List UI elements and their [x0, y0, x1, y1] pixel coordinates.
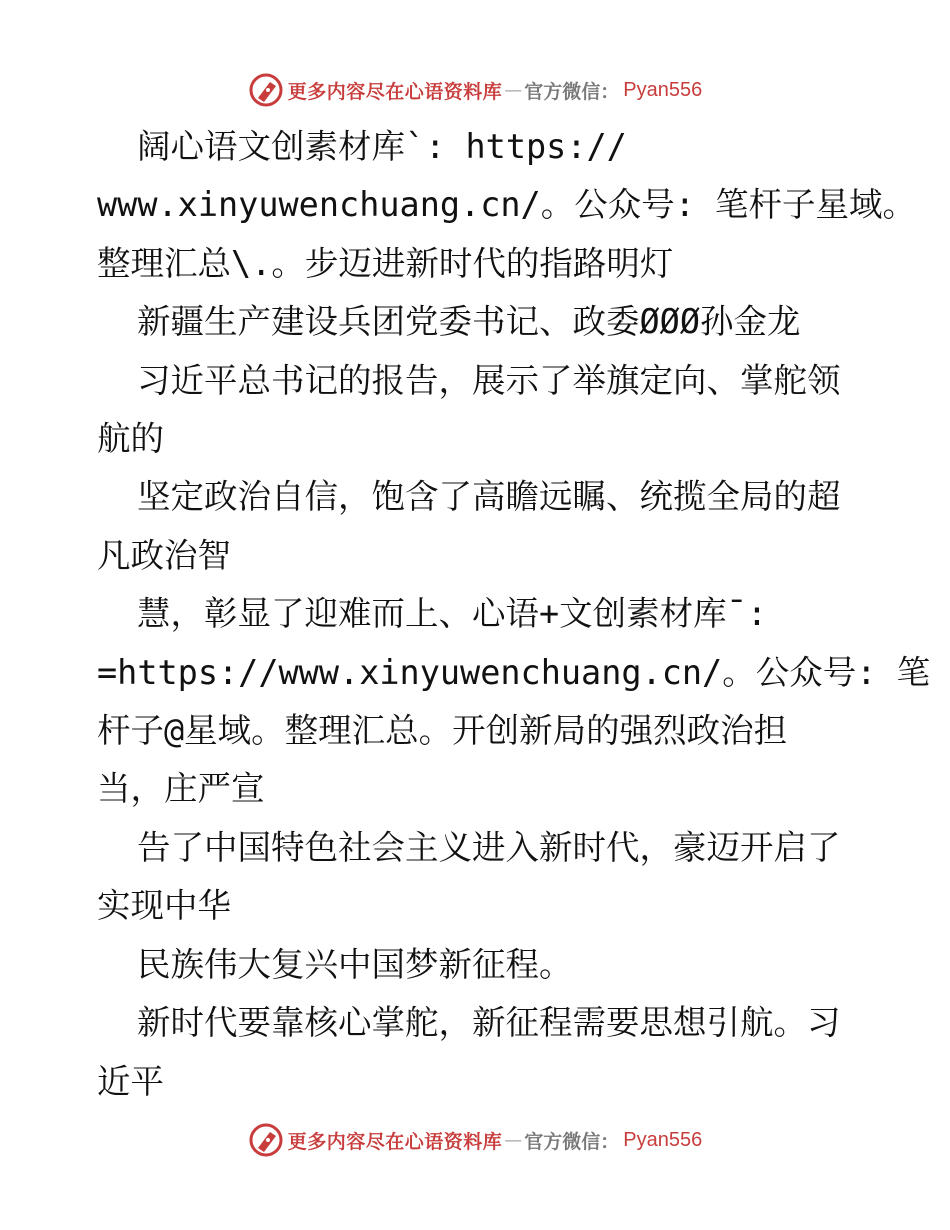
- text-line: =https://www.xinyuwenchuang.cn/。公众号: 笔: [97, 652, 931, 692]
- banner-wechat-label: 官方微信：: [524, 80, 620, 103]
- banner-separator: —: [504, 79, 523, 101]
- banner-separator: —: [504, 1129, 523, 1151]
- text-line: 阔心语文创素材库`: https://: [137, 127, 627, 166]
- text-line: 新疆生产建设兵团党委书记、政委ØØØ孙金龙: [137, 302, 801, 342]
- text-line: 整理汇总\.。步迈进新时代的指路明灯: [97, 243, 674, 283]
- pen-nib-logo-icon: [248, 1122, 284, 1158]
- text-line: www.xinyuwenchuang.cn/。公众号: 笔杆子星域。: [97, 185, 917, 225]
- footer-watermark-banner: [0, 1120, 950, 1160]
- text-line: 民族伟大复兴中国梦新征程。: [137, 944, 573, 984]
- text-line: 航的: [97, 419, 164, 459]
- banner-wechat-id: Pyan556: [623, 1128, 703, 1151]
- header-watermark-banner: [0, 70, 950, 110]
- text-line: 杆子@星域。整理汇总。开创新局的强烈政治担: [97, 711, 788, 751]
- banner-wechat-id: Pyan556: [623, 78, 703, 101]
- text-line: 凡政治智: [97, 535, 231, 575]
- text-line: 新时代要靠核心掌舵，新征程需要思想引航。习: [137, 1003, 841, 1043]
- text-line: 近平: [97, 1061, 164, 1101]
- text-line: 告了中国特色社会主义进入新时代，豪迈开启了: [137, 827, 841, 867]
- banner-wechat-label: 官方微信：: [524, 1130, 620, 1153]
- text-line: 习近平总书记的报告，展示了举旗定向、掌舵领: [137, 360, 841, 400]
- document-body: [97, 118, 931, 1111]
- text-line: 当，庄严宣: [97, 769, 265, 809]
- text-line: 实现中华: [97, 886, 231, 926]
- banner-text: 更多内容尽在心语资料库: [287, 1130, 503, 1153]
- pen-nib-logo-icon: [248, 72, 284, 108]
- banner-text: 更多内容尽在心语资料库: [287, 80, 503, 103]
- text-line: 坚定政治自信，饱含了高瞻远瞩、统揽全局的超: [137, 477, 841, 517]
- text-line: 慧，彰显了迎难而上、心语+文创素材库¯:: [137, 594, 768, 634]
